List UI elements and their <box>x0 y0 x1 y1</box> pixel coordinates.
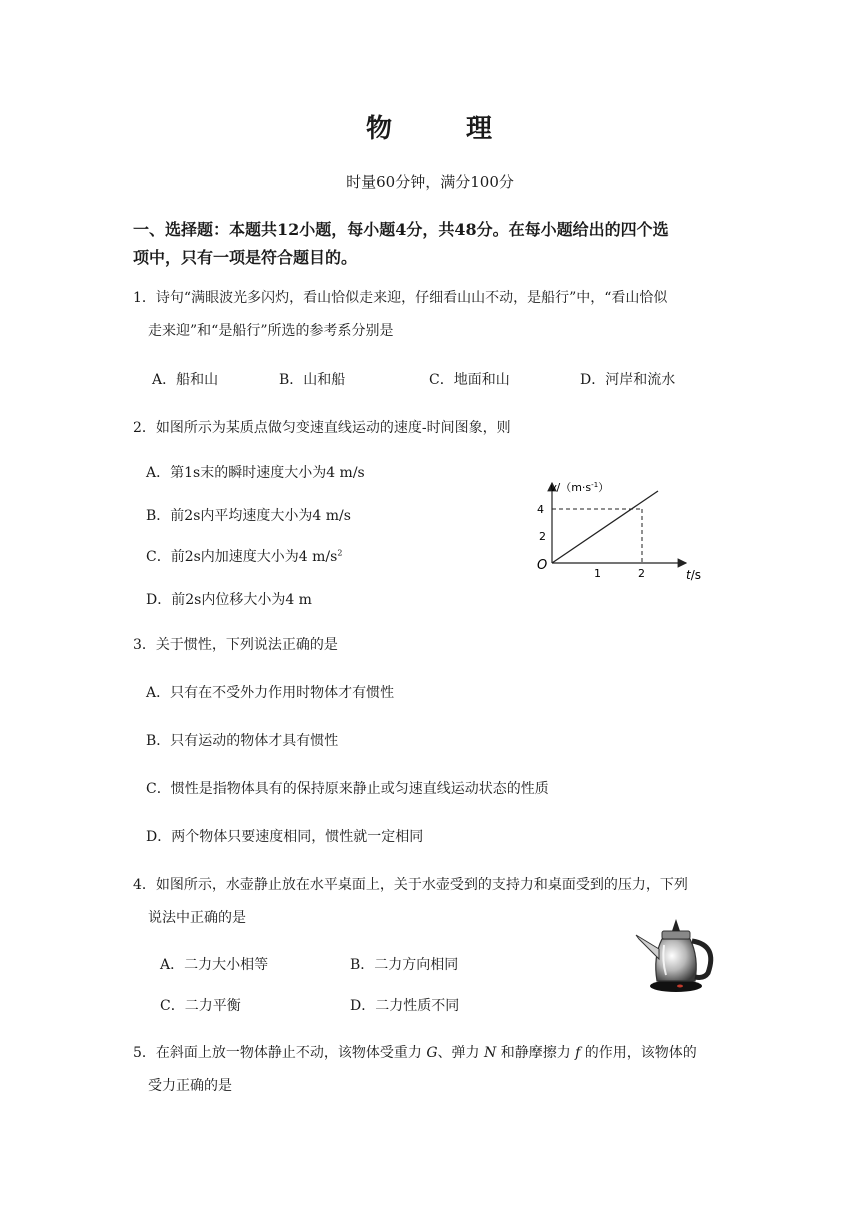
q4-stem-line1: 4．如图所示，水壶静止放在水平桌面上，关于水壶受到的支持力和桌面受到的压力，下列 <box>133 877 688 893</box>
x-tick-1: 1 <box>594 567 601 580</box>
x-axis-label: t/s <box>686 568 702 582</box>
q2-option-c: C．前2s内加速度大小为4 $m/s^2$ <box>146 548 343 565</box>
q1-option-b: B．山和船 <box>279 372 346 388</box>
origin-label: O <box>537 558 548 573</box>
q4-option-d: D．二力性质不同 <box>350 998 460 1014</box>
q4-option-c: C．二力平衡 <box>160 998 241 1014</box>
y-tick-2: 2 <box>539 530 546 543</box>
kettle-image <box>628 915 724 997</box>
page-title: 物 理 <box>365 114 495 144</box>
section-heading-line1: 一、选择题：本题共12小题，每小题4分，共48分。在每小题给出的四个选 <box>133 220 669 239</box>
kettle-spout <box>636 935 659 959</box>
kettle-indicator <box>677 985 683 988</box>
q2-option-b: B．前2s内平均速度大小为4 m/s <box>146 508 351 524</box>
q3-option-a: A．只有在不受外力作用时物体才有惯性 <box>146 685 395 701</box>
q1-option-c: C．地面和山 <box>429 372 510 388</box>
q3-stem: 3．关于惯性，下列说法正确的是 <box>133 637 338 653</box>
y-axis-label: $v/(m\cdot s^{-1})$ <box>550 481 610 494</box>
kettle-lid <box>662 931 690 939</box>
q2-option-c-exponent: 2 <box>337 548 343 558</box>
q2-option-a: A．第1s末的瞬时速度大小为4 m/s <box>146 465 365 481</box>
q4-option-a: A．二力大小相等 <box>160 957 269 973</box>
x-tick-2: 2 <box>638 567 645 580</box>
q2-stem: 2．如图所示为某质点做匀变速直线运动的速度-时间图象，则 <box>133 420 511 436</box>
q5-stem-line1: 5．在斜面上放一物体静止不动，该物体受重力 G、弹力 N 和静摩擦力 f 的作用，该物体的 <box>133 1045 697 1061</box>
q1-stem-line1: 1．诗句“满眼波光多闪灼，看山恰似走来迎，仔细看山山不动，是船行”中，“看山恰似 <box>133 290 668 306</box>
velocity-time-graph <box>530 475 710 585</box>
exam-info: 时量60分钟，满分100分 <box>346 173 514 191</box>
q3-option-d: D．两个物体只要速度相同，惯性就一定相同 <box>146 829 424 845</box>
kettle-body <box>656 939 696 981</box>
q4-option-b: B．二力方向相同 <box>350 957 459 973</box>
q5-stem-line2: 受力正确的是 <box>148 1078 232 1094</box>
q1-option-d: D．河岸和流水 <box>580 372 676 388</box>
section-heading-line2: 项中，只有一项是符合题目的。 <box>133 248 358 267</box>
kettle-knob <box>672 919 680 931</box>
y-tick-4: 4 <box>537 503 544 516</box>
kettle-base <box>650 980 702 992</box>
q1-option-a: A．船和山 <box>152 372 219 388</box>
q3-option-b: B．只有运动的物体才具有惯性 <box>146 733 339 749</box>
q4-stem-line2: 说法中正确的是 <box>148 910 246 926</box>
q2-option-d: D．前2s内位移大小为4 m <box>146 592 312 608</box>
q3-option-c: C．惯性是指物体具有的保持原来静止或匀速直线运动状态的性质 <box>146 781 549 797</box>
q1-stem-line2: 走来迎”和“是船行”所选的参考系分别是 <box>148 323 394 339</box>
